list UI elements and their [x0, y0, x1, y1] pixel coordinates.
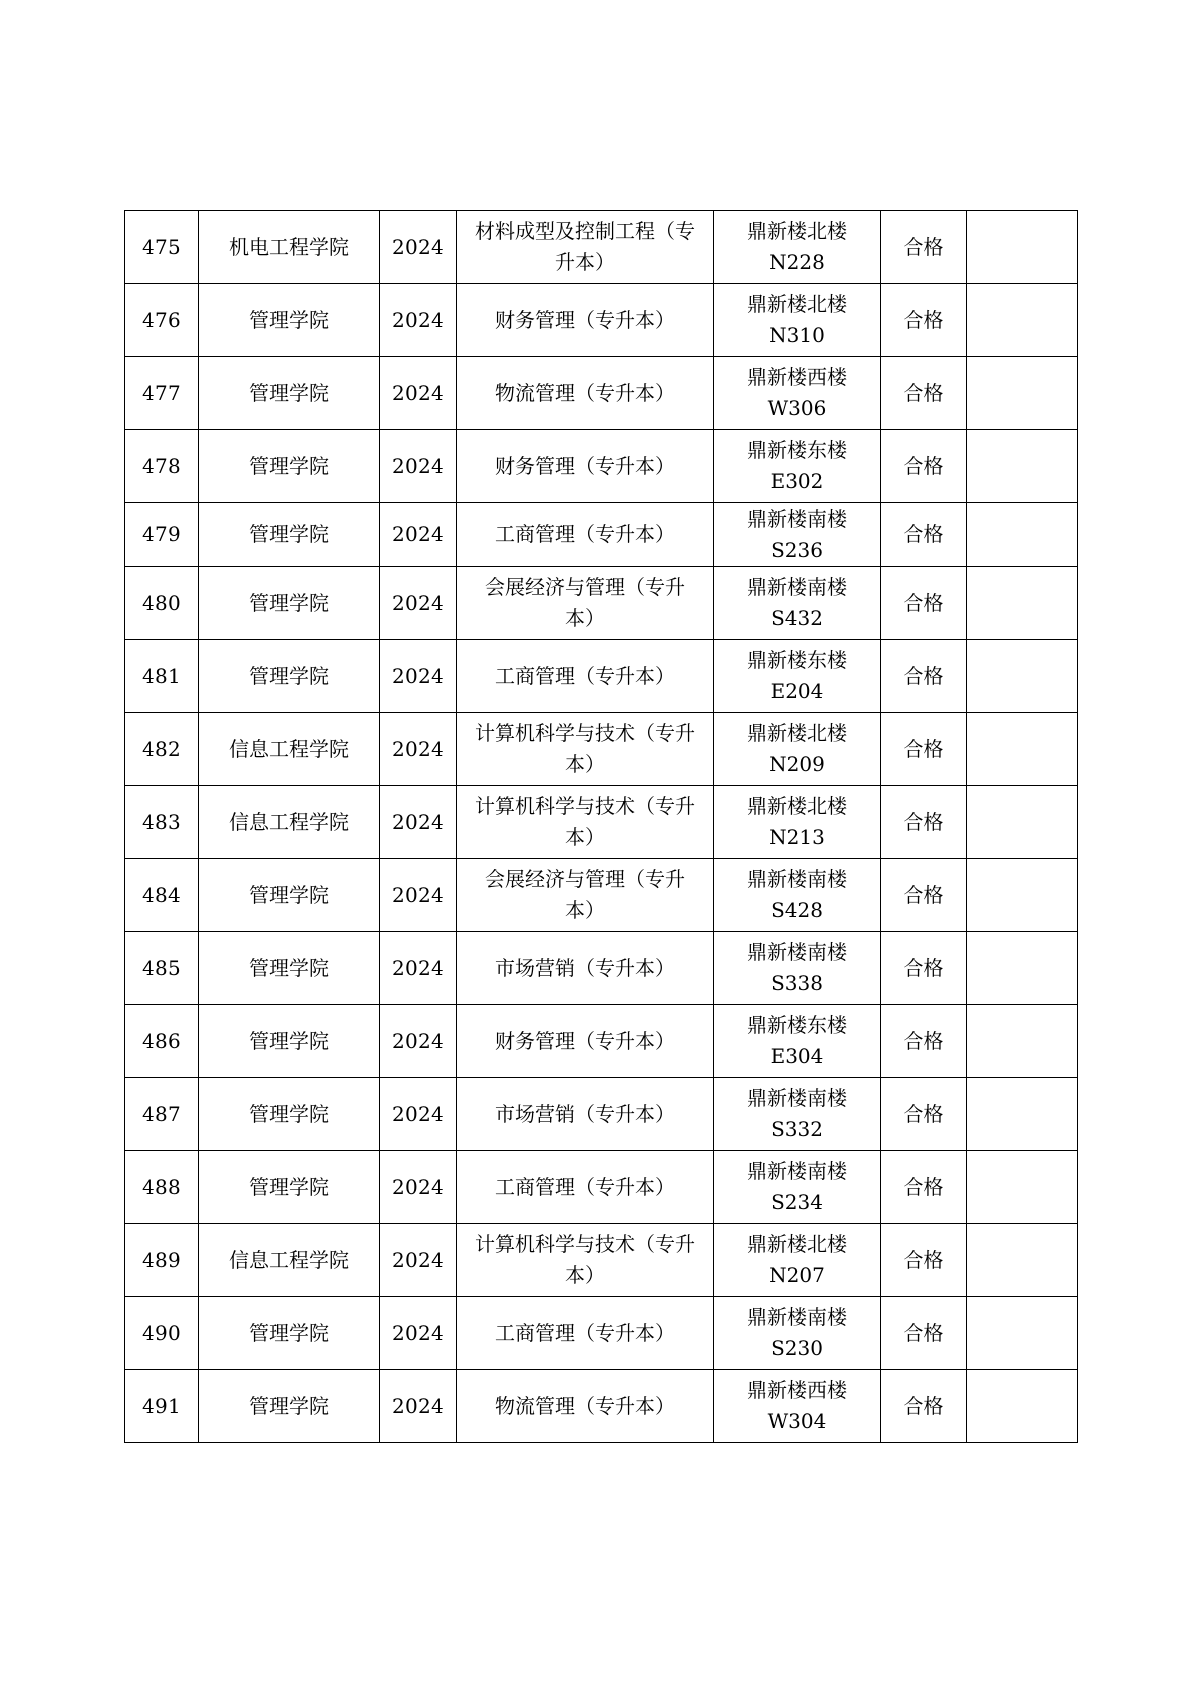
- room-number: S236: [771, 537, 823, 562]
- cell-remark: [967, 1078, 1078, 1151]
- cell-major: [457, 713, 714, 786]
- cell-major: [457, 1370, 714, 1443]
- cell-exam-room: [714, 713, 881, 786]
- cell-serial-number: 475: [125, 211, 199, 284]
- cell-result: 合格: [881, 1297, 967, 1370]
- cell-college: 管理学院: [199, 567, 380, 640]
- cell-major: [457, 430, 714, 503]
- building-name: 鼎新楼南楼: [747, 575, 847, 599]
- building-name: 鼎新楼东楼: [747, 1013, 847, 1037]
- cell-year: 2024: [380, 932, 457, 1005]
- cell-result: 合格: [881, 640, 967, 713]
- major-line: 物流管理（专升本）: [495, 1393, 675, 1418]
- cell-remark: [967, 357, 1078, 430]
- building-name: 鼎新楼南楼: [747, 867, 847, 891]
- room-number: W306: [767, 396, 827, 420]
- cell-serial-number: 491: [125, 1370, 199, 1443]
- cell-year: 2024: [380, 567, 457, 640]
- building-name: 鼎新楼东楼: [747, 438, 847, 462]
- cell-major: [457, 1151, 714, 1224]
- table-row: [125, 1078, 1078, 1151]
- major-line: 计算机科学与技术（专升: [475, 1232, 695, 1256]
- cell-year: 2024: [380, 1297, 457, 1370]
- cell-serial-number: 479: [125, 503, 199, 567]
- cell-major: [457, 1224, 714, 1297]
- cell-exam-room: [714, 1297, 881, 1370]
- building-name: 鼎新楼南楼: [747, 1305, 847, 1329]
- cell-exam-room: [714, 786, 881, 859]
- major-line: 本）: [565, 606, 605, 630]
- cell-year: 2024: [380, 1370, 457, 1443]
- major-line: 会展经济与管理（专升: [485, 867, 685, 891]
- table-body: [125, 211, 1078, 1443]
- cell-remark: [967, 713, 1078, 786]
- table-row: [125, 211, 1078, 284]
- major-line: 本）: [565, 752, 605, 776]
- major-line: 本）: [565, 898, 605, 922]
- cell-result: 合格: [881, 211, 967, 284]
- cell-college: 管理学院: [199, 640, 380, 713]
- cell-remark: [967, 1005, 1078, 1078]
- cell-college: 管理学院: [199, 284, 380, 357]
- cell-result: 合格: [881, 567, 967, 640]
- cell-major: [457, 1297, 714, 1370]
- major-line: 市场营销（专升本）: [495, 1101, 675, 1126]
- cell-year: 2024: [380, 1224, 457, 1297]
- cell-result: 合格: [881, 786, 967, 859]
- room-number: W304: [767, 1409, 827, 1433]
- cell-serial-number: 480: [125, 567, 199, 640]
- cell-remark: [967, 1151, 1078, 1224]
- room-number: N209: [769, 752, 825, 776]
- room-number: N213: [769, 825, 825, 849]
- major-line: 本）: [565, 825, 605, 849]
- major-line: 市场营销（专升本）: [495, 955, 675, 980]
- major-line: 工商管理（专升本）: [495, 522, 675, 546]
- cell-serial-number: 481: [125, 640, 199, 713]
- room-number: N228: [769, 250, 825, 274]
- cell-college: 信息工程学院: [199, 713, 380, 786]
- cell-exam-room: [714, 1224, 881, 1297]
- cell-major: [457, 640, 714, 713]
- cell-year: 2024: [380, 640, 457, 713]
- major-line: 财务管理（专升本）: [495, 307, 675, 332]
- cell-college: 管理学院: [199, 1370, 380, 1443]
- cell-remark: [967, 640, 1078, 713]
- cell-serial-number: 486: [125, 1005, 199, 1078]
- room-number: N207: [769, 1263, 825, 1287]
- cell-result: 合格: [881, 1224, 967, 1297]
- major-line: 升本）: [555, 250, 615, 274]
- cell-result: 合格: [881, 1078, 967, 1151]
- cell-college: 管理学院: [199, 1078, 380, 1151]
- cell-major: [457, 1005, 714, 1078]
- building-name: 鼎新楼西楼: [747, 365, 847, 389]
- building-name: 鼎新楼西楼: [747, 1378, 847, 1402]
- table-row: [125, 1151, 1078, 1224]
- cell-year: 2024: [380, 211, 457, 284]
- building-name: 鼎新楼北楼: [747, 794, 847, 818]
- cell-exam-room: [714, 859, 881, 932]
- cell-result: 合格: [881, 430, 967, 503]
- cell-college: 管理学院: [199, 357, 380, 430]
- cell-exam-room: [714, 284, 881, 357]
- cell-year: 2024: [380, 1151, 457, 1224]
- cell-serial-number: 477: [125, 357, 199, 430]
- cell-year: 2024: [380, 786, 457, 859]
- table-row: [125, 357, 1078, 430]
- cell-remark: [967, 503, 1078, 567]
- cell-result: 合格: [881, 284, 967, 357]
- room-number: S234: [771, 1190, 823, 1214]
- table-row: [125, 1224, 1078, 1297]
- cell-serial-number: 484: [125, 859, 199, 932]
- cell-college: 管理学院: [199, 932, 380, 1005]
- cell-college: 信息工程学院: [199, 1224, 380, 1297]
- room-number: S432: [771, 606, 823, 630]
- cell-year: 2024: [380, 713, 457, 786]
- cell-serial-number: 488: [125, 1151, 199, 1224]
- major-line: 工商管理（专升本）: [495, 1320, 675, 1345]
- room-number: E302: [770, 469, 824, 493]
- cell-major: [457, 357, 714, 430]
- cell-college: 管理学院: [199, 430, 380, 503]
- table-row: [125, 503, 1078, 567]
- room-number: N310: [769, 323, 825, 347]
- cell-exam-room: [714, 1078, 881, 1151]
- cell-serial-number: 487: [125, 1078, 199, 1151]
- cell-exam-room: [714, 640, 881, 713]
- major-line: 财务管理（专升本）: [495, 453, 675, 478]
- cell-exam-room: [714, 567, 881, 640]
- cell-remark: [967, 567, 1078, 640]
- cell-exam-room: [714, 211, 881, 284]
- table-row: [125, 1370, 1078, 1443]
- cell-exam-room: [714, 503, 881, 567]
- major-line: 材料成型及控制工程（专: [475, 219, 695, 243]
- cell-college: 机电工程学院: [199, 211, 380, 284]
- cell-college: 管理学院: [199, 859, 380, 932]
- cell-remark: [967, 211, 1078, 284]
- cell-college: 管理学院: [199, 1297, 380, 1370]
- cell-serial-number: 478: [125, 430, 199, 503]
- cell-exam-room: [714, 932, 881, 1005]
- major-line: 工商管理（专升本）: [495, 1174, 675, 1199]
- cell-result: 合格: [881, 503, 967, 567]
- cell-exam-room: [714, 357, 881, 430]
- cell-result: 合格: [881, 859, 967, 932]
- major-line: 会展经济与管理（专升: [485, 575, 685, 599]
- cell-result: 合格: [881, 713, 967, 786]
- major-line: 财务管理（专升本）: [495, 1028, 675, 1053]
- cell-major: [457, 786, 714, 859]
- cell-exam-room: [714, 1005, 881, 1078]
- major-line: 物流管理（专升本）: [495, 380, 675, 405]
- cell-exam-room: [714, 1151, 881, 1224]
- building-name: 鼎新楼东楼: [747, 648, 847, 672]
- cell-result: 合格: [881, 357, 967, 430]
- table-row: [125, 1005, 1078, 1078]
- table-row: [125, 640, 1078, 713]
- cell-major: [457, 567, 714, 640]
- cell-result: 合格: [881, 1151, 967, 1224]
- major-line: 计算机科学与技术（专升: [475, 721, 695, 745]
- cell-serial-number: 485: [125, 932, 199, 1005]
- cell-major: [457, 284, 714, 357]
- cell-year: 2024: [380, 284, 457, 357]
- table-row: [125, 1297, 1078, 1370]
- cell-college: 信息工程学院: [199, 786, 380, 859]
- cell-result: 合格: [881, 1005, 967, 1078]
- building-name: 鼎新楼南楼: [747, 1159, 847, 1183]
- cell-year: 2024: [380, 859, 457, 932]
- room-number: S338: [771, 971, 823, 995]
- building-name: 鼎新楼南楼: [747, 1086, 847, 1110]
- cell-exam-room: [714, 1370, 881, 1443]
- table-row: [125, 932, 1078, 1005]
- cell-remark: [967, 430, 1078, 503]
- records-table: [124, 210, 1078, 1443]
- cell-remark: [967, 284, 1078, 357]
- cell-serial-number: 490: [125, 1297, 199, 1370]
- cell-college: 管理学院: [199, 1005, 380, 1078]
- building-name: 鼎新楼北楼: [747, 721, 847, 745]
- cell-major: [457, 932, 714, 1005]
- room-number: E304: [770, 1044, 824, 1068]
- room-number: E204: [770, 679, 824, 703]
- cell-remark: [967, 932, 1078, 1005]
- cell-year: 2024: [380, 357, 457, 430]
- major-line: 计算机科学与技术（专升: [475, 794, 695, 818]
- major-line: 本）: [565, 1263, 605, 1287]
- table-row: [125, 859, 1078, 932]
- room-number: S428: [771, 898, 823, 922]
- cell-remark: [967, 1370, 1078, 1443]
- room-number: S230: [771, 1336, 823, 1360]
- cell-remark: [967, 1224, 1078, 1297]
- cell-remark: [967, 786, 1078, 859]
- cell-college: 管理学院: [199, 503, 380, 567]
- cell-year: 2024: [380, 1005, 457, 1078]
- cell-major: [457, 503, 714, 567]
- cell-exam-room: [714, 430, 881, 503]
- cell-remark: [967, 859, 1078, 932]
- cell-serial-number: 489: [125, 1224, 199, 1297]
- cell-year: 2024: [380, 503, 457, 567]
- cell-college: 管理学院: [199, 1151, 380, 1224]
- building-name: 鼎新楼北楼: [747, 1232, 847, 1256]
- cell-serial-number: 483: [125, 786, 199, 859]
- table-row: [125, 786, 1078, 859]
- cell-major: [457, 859, 714, 932]
- major-line: 工商管理（专升本）: [495, 663, 675, 688]
- building-name: 鼎新楼北楼: [747, 292, 847, 316]
- table-row: [125, 713, 1078, 786]
- cell-major: [457, 1078, 714, 1151]
- room-number: S332: [771, 1117, 823, 1141]
- table-row: [125, 430, 1078, 503]
- cell-year: 2024: [380, 1078, 457, 1151]
- cell-major: [457, 211, 714, 284]
- cell-result: 合格: [881, 1370, 967, 1443]
- building-name: 鼎新楼北楼: [747, 219, 847, 243]
- cell-remark: [967, 1297, 1078, 1370]
- cell-serial-number: 476: [125, 284, 199, 357]
- cell-serial-number: 482: [125, 713, 199, 786]
- cell-result: 合格: [881, 932, 967, 1005]
- cell-year: 2024: [380, 430, 457, 503]
- building-name: 鼎新楼南楼: [747, 506, 847, 531]
- table-row: [125, 284, 1078, 357]
- table-row: [125, 567, 1078, 640]
- building-name: 鼎新楼南楼: [747, 940, 847, 964]
